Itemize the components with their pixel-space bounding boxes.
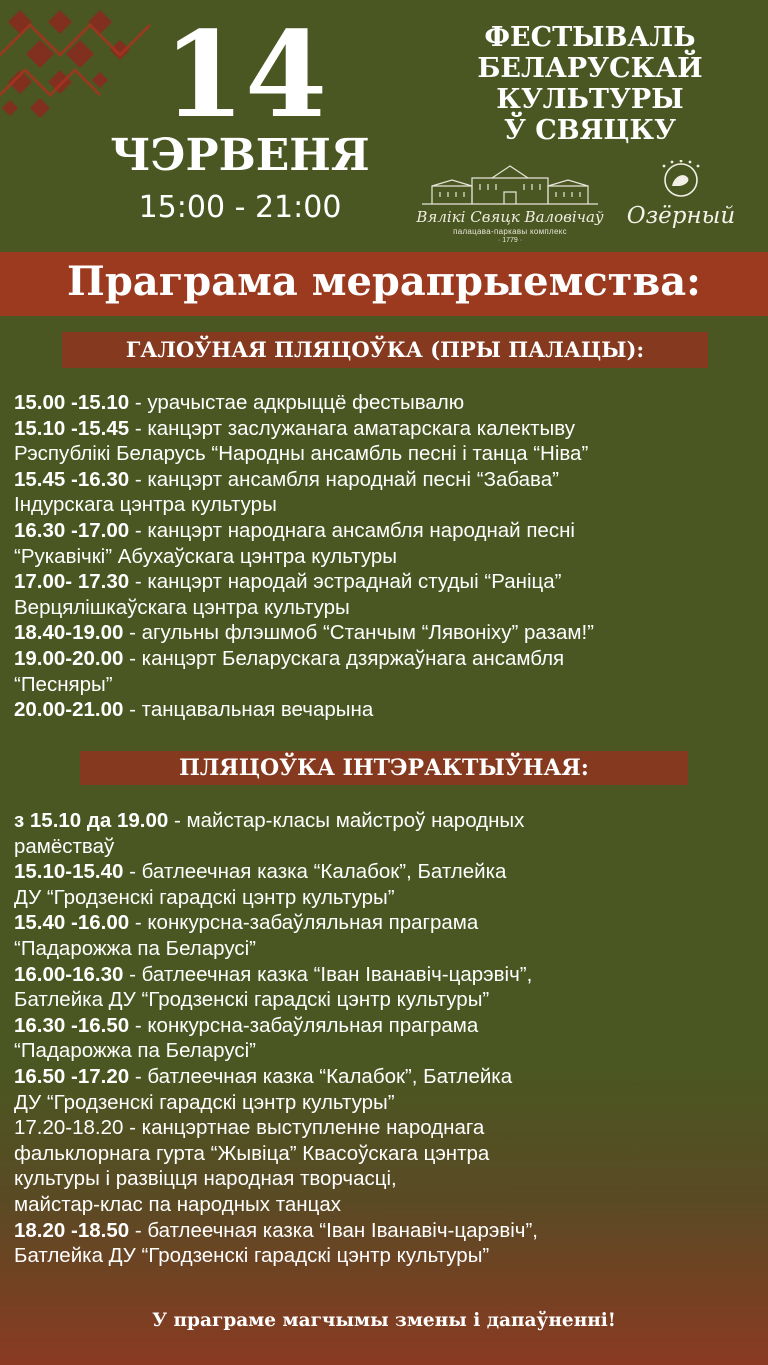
schedule-item — [14, 910, 764, 936]
schedule-item-text: - майстар-класы майстроў народных — [168, 809, 525, 832]
schedule-item — [14, 808, 764, 834]
schedule-item-text: - канцэрт заслужанага аматарскага калектыву — [129, 416, 575, 440]
schedule-item — [14, 595, 764, 621]
schedule-item — [14, 1166, 764, 1192]
schedule-item-text: - канцэрт народнага ансамбля народнай песні — [129, 518, 575, 542]
festival-title — [460, 22, 720, 146]
schedule-item-time: 15.10 -15.45 — [14, 416, 130, 440]
palace-logo-subtitle: палацава-паркавы комплекс — [453, 227, 567, 236]
schedule-item-time: 15.40 -16.00 — [14, 911, 130, 935]
schedule-item-time: 15.00 -15.10 — [14, 391, 130, 414]
event-time: 15:00 - 21:00 — [138, 190, 342, 225]
schedule-item — [14, 987, 764, 1013]
schedule-item-text: майстар-клас па народных танцах — [14, 1192, 341, 1216]
interactive-stage-schedule — [14, 808, 764, 1269]
schedule-item-time: 16.50 -17.20 — [14, 1064, 130, 1088]
lake-logo-name: Озёрный — [626, 203, 736, 229]
schedule-item — [14, 936, 764, 962]
schedule-item — [14, 1038, 764, 1064]
palace-icon — [412, 160, 608, 208]
festival-title-line: Ў СВЯЦКУ — [504, 115, 676, 146]
schedule-item-text: - танцавальная вечарына — [123, 698, 374, 722]
program-title: Праграма мерапрыемства: — [67, 258, 701, 305]
schedule-item-text: Батлейка ДУ “Гродзенскі гарадскі цэнтр культуры” — [14, 988, 490, 1012]
main-stage-schedule — [14, 390, 764, 723]
schedule-item-text: 17.20-18.20 - канцэртнае выступленне народнага — [14, 1116, 485, 1140]
schedule-item — [14, 620, 764, 646]
main-stage-heading: ГАЛОЎНАЯ ПЛЯЦОЎКА (ПРЫ ПАЛАЦЫ): — [62, 332, 708, 368]
schedule-item-text: - агульны флэшмоб “Станчым “Лявоніху” разам!” — [123, 621, 594, 645]
schedule-item — [14, 390, 764, 416]
schedule-item-text: ДУ “Гродзенскі гарадскі цэнтр культуры” — [14, 885, 395, 909]
schedule-item-time: 18.40-19.00 — [14, 621, 124, 645]
schedule-item — [14, 1090, 764, 1116]
schedule-item-time: 18.20 -18.50 — [14, 1218, 130, 1242]
schedule-item — [14, 518, 764, 544]
schedule-item — [14, 1064, 764, 1090]
schedule-item — [14, 569, 764, 595]
schedule-item-time: з 15.10 да 19.00 — [14, 809, 169, 832]
schedule-item — [14, 441, 764, 467]
schedule-item-text: - батлеечная казка “Калабок”, Батлейка — [123, 860, 507, 884]
schedule-item-time: 20.00-21.00 — [14, 698, 124, 722]
palace-logo — [412, 160, 608, 246]
schedule-item-text: Батлейка ДУ “Гродзенскі гарадскі цэнтр культуры” — [14, 1244, 490, 1268]
schedule-item-text: Верцялішкаўскага цэнтра культуры — [14, 595, 350, 619]
schedule-item — [14, 467, 764, 493]
schedule-item-text: - канцэрт ансамбля народнай песні “Забава” — [129, 467, 559, 491]
schedule-item — [14, 697, 764, 723]
schedule-item-time: 19.00-20.00 — [14, 646, 124, 670]
schedule-item-text: ДУ “Гродзенскі гарадскі цэнтр культуры” — [14, 1090, 395, 1114]
schedule-item — [14, 1243, 764, 1269]
schedule-item — [14, 962, 764, 988]
schedule-item-text: Індурскага цэнтра культуры — [14, 493, 277, 517]
schedule-item-text: - канцэрт народай эстраднай студыі “Раніца” — [129, 570, 562, 594]
schedule-item-text: рамёстваў — [14, 834, 115, 858]
festival-title-line: ФЕСТЫВАЛЬ — [484, 22, 696, 53]
festival-title-line: КУЛЬТУРЫ — [496, 84, 684, 115]
program-banner — [0, 252, 768, 316]
schedule-item-text: Рэспублікі Беларусь “Народны ансамбль песні і танца “Ніва” — [14, 442, 589, 466]
schedule-item-text: - урачыстае адкрыццё фестывалю — [129, 391, 465, 414]
palace-logo-name: Вялікі Свяцк Валовічаў — [416, 208, 604, 226]
schedule-item-time: 16.30 -16.50 — [14, 1013, 130, 1037]
belarusian-ornament-decoration — [0, 0, 150, 125]
schedule-item-text: - конкурсна-забаўляльная праграма — [129, 911, 479, 935]
schedule-item — [14, 834, 764, 860]
event-day: 14 — [162, 5, 328, 144]
schedule-item-time: 16.30 -17.00 — [14, 518, 130, 542]
schedule-item-text: “Падарожжа па Беларусі” — [14, 936, 256, 960]
schedule-item-time: 16.00-16.30 — [14, 962, 124, 986]
schedule-item-text: фальклорнага гурта “Жывіца” Квасоўскага цэнтра — [14, 1141, 490, 1165]
schedule-item — [14, 672, 764, 698]
schedule-item-text: - батлеечная казка “Іван Іванавіч-царэвіч”, — [129, 1218, 538, 1242]
schedule-item-text: - батлеечная казка “Калабок”, Батлейка — [129, 1064, 513, 1088]
schedule-item-text: - батлеечная казка “Іван Іванавіч-царэвіч”, — [123, 962, 533, 986]
schedule-item — [14, 646, 764, 672]
schedule-item — [14, 416, 764, 442]
schedule-item — [14, 1013, 764, 1039]
schedule-item-time: 17.00- 17.30 — [14, 570, 130, 594]
event-month: ЧЭРВЕНЯ — [110, 130, 370, 181]
schedule-item — [14, 859, 764, 885]
schedule-item — [14, 544, 764, 570]
lake-logo — [622, 160, 740, 242]
schedule-item-text: “Падарожжа па Беларусі” — [14, 1039, 256, 1063]
festival-title-line: БЕЛАРУСКАЙ — [477, 53, 703, 84]
footer-note: У праграме магчымы змены і дапаўненні! — [152, 1310, 616, 1331]
schedule-item — [14, 492, 764, 518]
schedule-item-time: 15.10-15.40 — [14, 860, 124, 884]
schedule-item-text: культуры і развіцця народная творчасці, — [14, 1167, 397, 1191]
schedule-item — [14, 1218, 764, 1244]
schedule-item — [14, 1141, 764, 1167]
palace-logo-year: · 1779 · — [497, 237, 523, 244]
schedule-item — [14, 1115, 764, 1141]
schedule-item-time: 15.45 -16.30 — [14, 467, 130, 491]
swan-icon — [622, 160, 740, 202]
schedule-item — [14, 885, 764, 911]
schedule-item-text: “Рукавічкі” Абухаўскага цэнтра культуры — [14, 544, 398, 568]
schedule-item-text: “Песняры” — [14, 672, 113, 696]
interactive-stage-heading: ПЛЯЦОЎКА ІНТЭРАКТЫЎНАЯ: — [80, 751, 688, 785]
schedule-item-text: - канцэрт Беларускага дзяржаўнага ансамбля — [123, 646, 565, 670]
schedule-item — [14, 1192, 764, 1218]
schedule-item-text: - конкурсна-забаўляльная праграма — [129, 1013, 479, 1037]
